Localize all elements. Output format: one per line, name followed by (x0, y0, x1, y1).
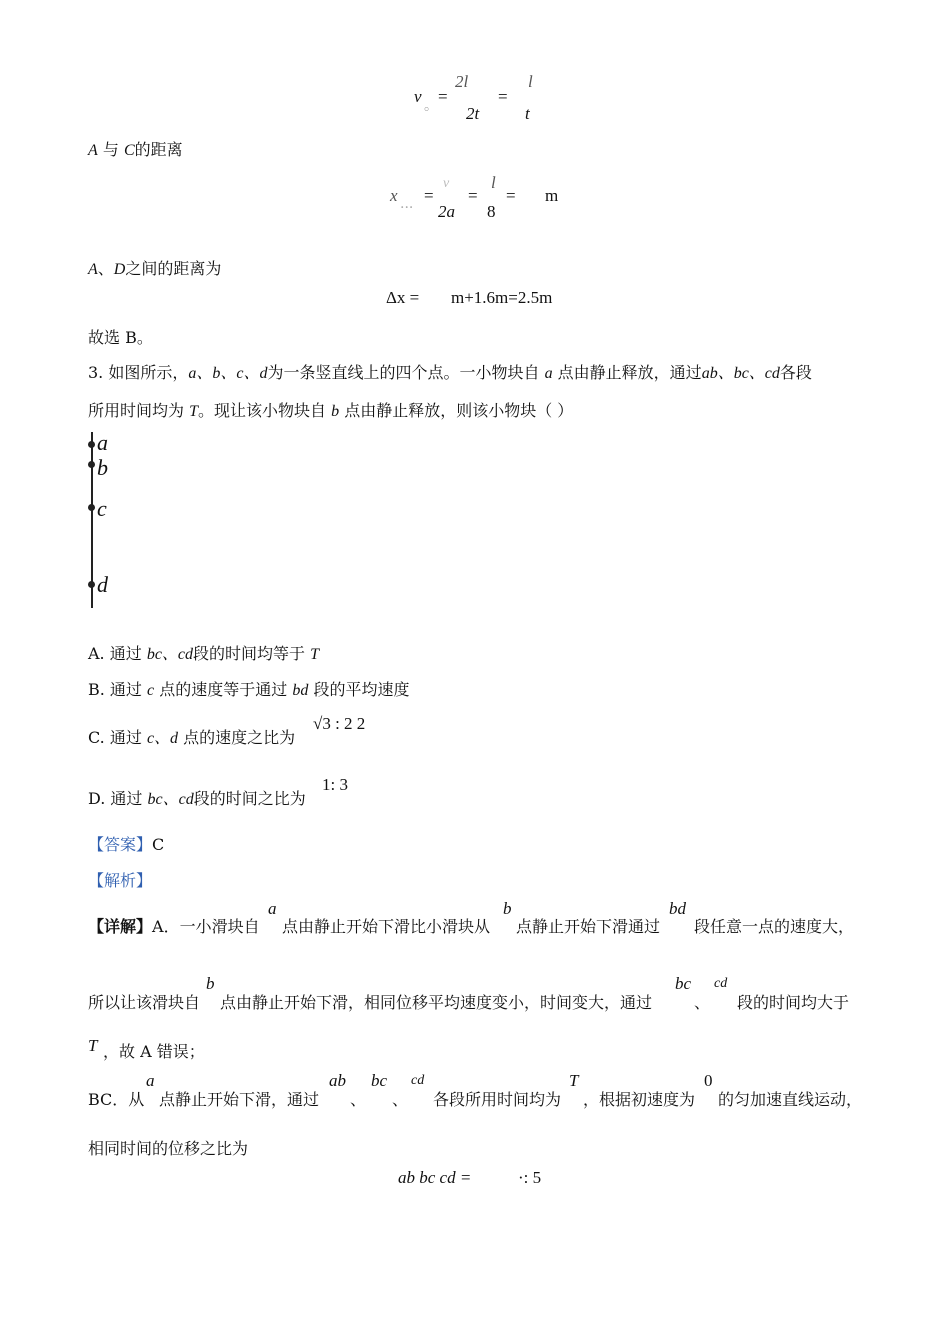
d4-sep2: 、 (392, 1090, 409, 1109)
d3-var-T: T (88, 1036, 98, 1055)
d4-d: ，根据初速度为 (583, 1090, 696, 1109)
eq2-unit: m (545, 186, 559, 205)
dot-b (88, 461, 95, 468)
question-line-2 (88, 398, 573, 421)
d2-c: 段的时间均大于 (737, 993, 850, 1012)
line-ad-distance (88, 256, 221, 279)
d1-d: 段任意一点的速度大， (694, 917, 855, 936)
opt-b-pre: B. 通过 (88, 680, 142, 699)
eq1-denominator-1: 2t (466, 104, 480, 123)
point-a-label-2: A (88, 261, 98, 278)
d4-sep1: 、 (350, 1090, 367, 1109)
d3-a: ，故 A 错误； (103, 1042, 205, 1061)
option-b (88, 677, 409, 700)
label-c: c (97, 496, 107, 521)
dot-d (88, 581, 95, 588)
sep-dun: 、 (97, 259, 114, 278)
opt-d-ratio: 1: 3 (322, 775, 348, 794)
analysis-label: 【解析】 (88, 871, 153, 890)
d4-var-bc: bc (371, 1071, 388, 1090)
option-c (88, 725, 295, 748)
opt-a-pre: A. 通过 (88, 644, 142, 663)
eq2-denominator-1: 2a (438, 202, 455, 221)
q-period-T: T (189, 403, 199, 420)
d2-a: 所以让该滑块自 (88, 993, 201, 1012)
question-line-1 (88, 360, 812, 383)
line-ad-text: 之间的距离为 (125, 259, 222, 278)
d1-var-b: b (503, 899, 512, 918)
d1-c: 点静止开始下滑通过 (516, 917, 661, 936)
label-d: d (97, 572, 108, 597)
q-text-7: 点由静止释放，则该小物块（ ） (344, 401, 574, 420)
eq2-equals-2: = (468, 186, 478, 205)
d4-c: 各段所用时间均为 (433, 1090, 562, 1109)
q-text-6: 。现让该小物块自 (198, 401, 327, 420)
eq1-numerator-2: l (528, 72, 533, 91)
dot-c (88, 504, 95, 511)
opt-a-post: 段的时间均等于 (193, 644, 306, 663)
d4-var-T: T (569, 1071, 579, 1090)
d1-var-bd: bd (669, 899, 686, 918)
q-segments: ab、bc、cd (701, 365, 780, 382)
opt-c-cd: c、d (146, 730, 179, 747)
d4-var-cd: cd (411, 1073, 425, 1088)
opt-b-mid: 点的速度等于通过 (159, 680, 288, 699)
conj-yu: 与 (102, 140, 119, 159)
d2-var-cd: cd (714, 976, 728, 991)
d2-var-b: b (206, 974, 215, 993)
opt-b-post: 段的平均速度 (313, 680, 410, 699)
eq1-denominator-2: t (525, 104, 530, 123)
answer-line (88, 832, 164, 855)
opt-a-seg: bc、cd (146, 646, 194, 663)
point-a-label: A (88, 142, 98, 159)
eq1-sub: 。 (424, 98, 438, 114)
d1-var-a: a (268, 899, 277, 918)
point-c-label: C (123, 142, 135, 159)
d5-text: 相同时间的位移之比为 (88, 1139, 249, 1158)
q-points: a、b、c、d (188, 365, 268, 382)
opt-d-pre: D. 通过 (88, 789, 143, 808)
dot-a (88, 441, 95, 448)
line-ac-text: 的距离 (134, 140, 183, 159)
detail-label: 【详解】 (88, 917, 153, 936)
d4-b: 点静止开始下滑，通过 (159, 1090, 320, 1109)
ratio-equation-rhs: ·: 5 (518, 1168, 542, 1187)
eq3-rhs: m+1.6m=2.5m (451, 288, 553, 307)
d2-var-bc: bc (675, 974, 692, 993)
eq1-lhs: v (414, 87, 422, 106)
opt-b-bd: bd (292, 682, 309, 699)
opt-c-post: 点的速度之比为 (183, 728, 296, 747)
point-d-label: D (113, 261, 126, 278)
opt-c-ratio: √3 : 2 2 (313, 714, 366, 733)
d4-a: BC．从 (88, 1090, 145, 1109)
d1-b: 点由静止开始下滑比小滑块从 (282, 917, 491, 936)
line-ac-distance (88, 137, 183, 160)
ratio-equation-lhs: ab bc cd = (398, 1168, 472, 1187)
eq1-numerator-1: 2l (455, 72, 469, 91)
answer-label: 【答案】 (88, 835, 153, 854)
opt-a-T: T (310, 646, 320, 663)
eq1-equals-1: = (438, 87, 448, 106)
d1-a: A．一小滑块自 (152, 917, 260, 936)
eq3-lhs: Δx = (386, 288, 420, 307)
opt-c-pre: C. 通过 (88, 728, 142, 747)
q-text-3: 点由静止释放，通过 (557, 363, 702, 382)
d4-var-ab: ab (329, 1071, 346, 1090)
q-text-4: 各段 (779, 363, 812, 382)
opt-b-c: c (147, 682, 155, 699)
q-text-5: 所用时间均为 (88, 401, 185, 420)
eq2-numerator-1: v (443, 176, 450, 191)
d4-e: 的匀加速直线运动， (718, 1090, 863, 1109)
opt-d-seg: bc、cd (147, 791, 194, 808)
choose-answer-text: 故选 B。 (88, 328, 153, 347)
eq2-denominator-2: 8 (487, 202, 496, 221)
d2-sep: 、 (694, 993, 711, 1012)
eq2-numerator-2: l (491, 173, 496, 192)
eq2-equals-3: = (506, 186, 516, 205)
label-a: a (97, 430, 108, 455)
answer-value: C (152, 835, 165, 854)
d4-var-a: a (146, 1071, 155, 1090)
q-text-2: 为一条竖直线上的四个点。一小物块自 (267, 363, 540, 382)
option-a (88, 641, 319, 664)
opt-d-post: 段的时间之比为 (193, 789, 306, 808)
label-b: b (97, 455, 108, 480)
eq2-lhs: x (390, 186, 398, 205)
d2-b: 点由静止开始下滑，相同位移平均速度变小，时间变大，通过 (220, 993, 653, 1012)
eq1-equals-2: = (498, 87, 508, 106)
detail-line-1 (88, 914, 260, 937)
q-point-a: a (544, 365, 553, 382)
eq2-equals-1: = (424, 186, 434, 205)
q-text-1: 3. 如图所示， (88, 363, 189, 382)
d4-zero: 0 (704, 1071, 713, 1090)
eq2-sub: ... (400, 196, 414, 212)
option-d (88, 786, 306, 809)
q-point-b: b (331, 403, 340, 420)
